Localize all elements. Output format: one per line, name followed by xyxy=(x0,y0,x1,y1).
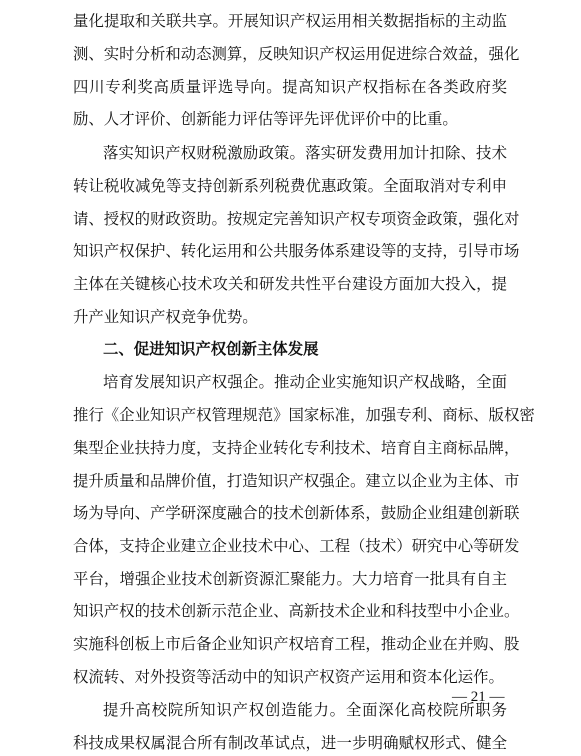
text-line: 培育发展知识产权强企。推动企业实施知识产权战略，全面 xyxy=(103,373,507,391)
text-line: 集型企业扶持力度，支持企业转化专利技术、培育自主商标品牌， xyxy=(73,439,520,457)
text-line: 落实知识产权财税激励政策。落实研发费用加计扣除、技术 xyxy=(103,144,507,162)
text-line: 请、授权的财政资助。按规定完善知识产权专项资金政策，强化对 xyxy=(73,210,520,228)
text-line: 合体，支持企业建立企业技术中心、工程（技术）研究中心等研发 xyxy=(73,537,520,555)
text-line: 主体在关键核心技术攻关和研发共性平台建设方面加大投入，提 xyxy=(73,275,507,293)
text-line: 测、实时分析和动态测算，反映知识产权运用促进综合效益，强化 xyxy=(73,45,520,63)
page-number: — 21 — xyxy=(452,689,505,705)
text-line: 升产业知识产权竞争优势。 xyxy=(73,308,258,326)
text-line: 励、人才评价、创新能力评估等评先评优评价中的比重。 xyxy=(73,110,458,128)
text-line: 科技成果权属混合所有制改革试点，进一步明确赋权形式、健全 xyxy=(73,734,507,752)
text-line: 提升质量和品牌价值，打造知识产权强企。建立以企业为主体、市 xyxy=(73,472,520,490)
text-line: 知识产权的技术创新示范企业、高新技术企业和科技型中小企业。 xyxy=(73,602,520,620)
text-line: 知识产权保护、转化运用和公共服务体系建设等的支持，引导市场 xyxy=(73,242,520,260)
text-line: 提升高校院所知识产权创造能力。全面深化高校院所职务 xyxy=(103,701,507,719)
text-line: 转让税收减免等支持创新系列税费优惠政策。全面取消对专利申 xyxy=(73,177,507,195)
text-line: 推行《企业知识产权管理规范》国家标准，加强专利、商标、版权密 xyxy=(73,406,535,424)
text-line: 实施科创板上市后备企业知识产权培育工程，推动企业在并购、股 xyxy=(73,635,520,653)
text-line: 权流转、对外投资等活动中的知识产权资产运用和资本化运作。 xyxy=(73,668,504,686)
text-line: 量化提取和关联共享。开展知识产权运用相关数据指标的主动监 xyxy=(73,12,507,30)
text-line: 四川专利奖高质量评选导向。提高知识产权指标在各类政府奖 xyxy=(73,78,507,96)
section-heading: 二、促进知识产权创新主体发展 xyxy=(103,340,319,358)
text-line: 场为导向、产学研深度融合的技术创新体系，鼓励企业组建创新联 xyxy=(73,504,520,522)
text-line: 平台，增强企业技术创新资源汇聚能力。大力培育一批具有自主 xyxy=(73,570,507,588)
